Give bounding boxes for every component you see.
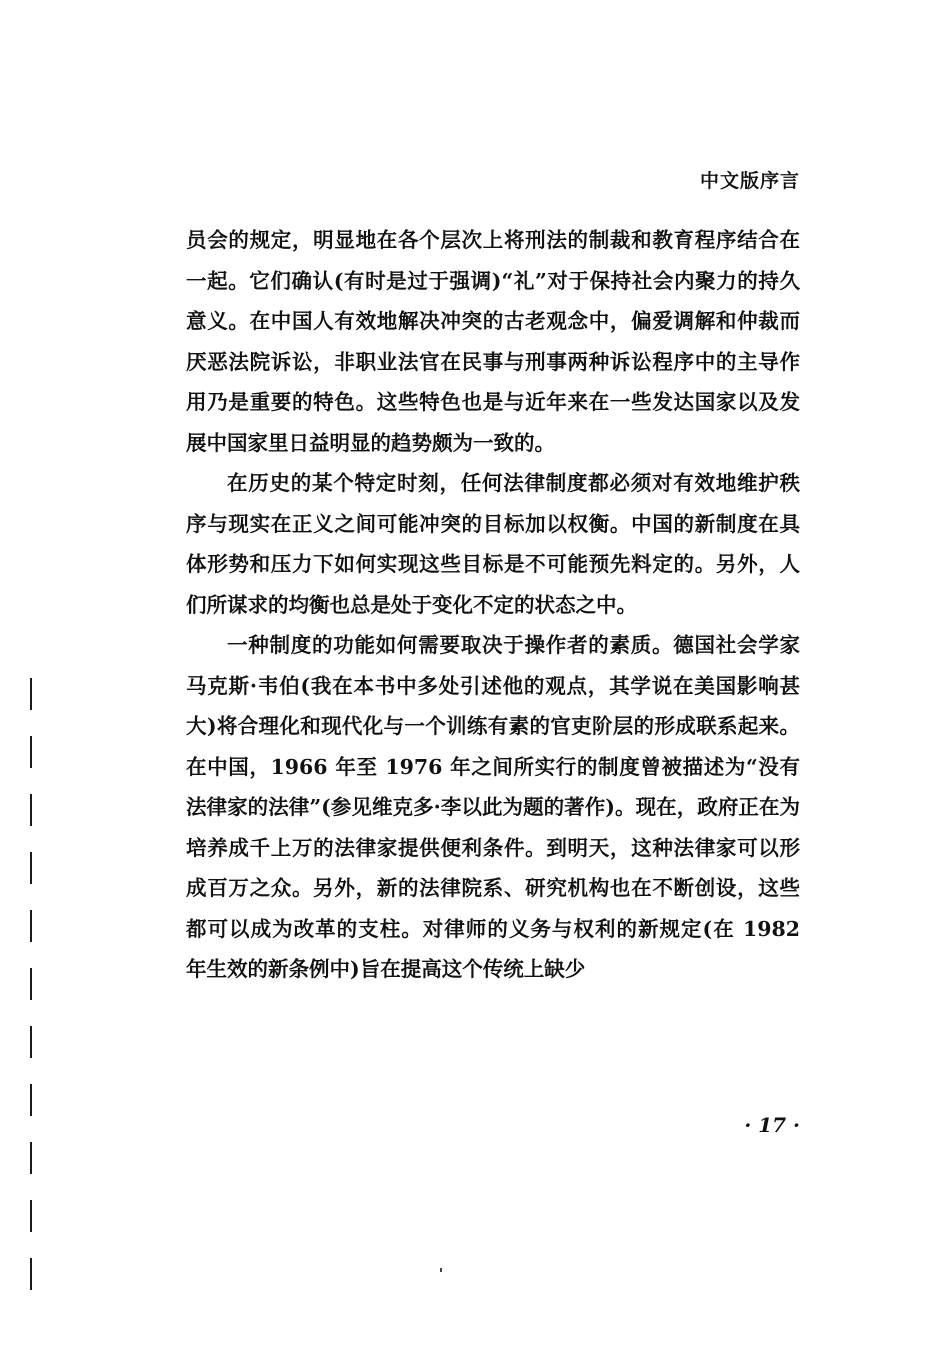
binding-mark — [30, 1084, 32, 1116]
binding-mark — [30, 794, 32, 826]
binding-mark — [30, 852, 32, 884]
binding-mark — [30, 968, 32, 1000]
paragraph-2: 在历史的某个特定时刻，任何法律制度都必须对有效地维护秩序与现实在正义之间可能冲突的目标加以权衡。中国的新制度在具体形势和压力下如何实现这些目标是不可能预先料定的。另外，人们所谋求的均衡也总是处于变化不定的状态之中。 — [186, 471, 800, 617]
binding-mark — [30, 678, 32, 710]
paragraph-1: 员会的规定，明显地在各个层次上将刑法的制裁和教育程序结合在一起。它们确认(有时是过于强调)“礼”对于保持社会内聚力的持久意义。在中国人有效地解决冲突的古老观念中，偏爱调解和仲裁而厌恶法院诉讼，非职业法官在民事与刑事两种诉讼程序中的主导作用乃是重要的特色。这些特色也是与近年来在一些发达国家以及发展中国家里日益明显的趋势颇为一致的。 — [186, 228, 800, 455]
body-text — [186, 220, 800, 990]
paragraph-3: 一种制度的功能如何需要取决于操作者的素质。德国社会学家马克斯·韦伯(我在本书中多处引述他的观点，其学说在美国影响甚大)将合理化和现代化与一个训练有素的官吏阶层的形成联系起来。在中国，1966 年至 1976 年之间所实行的制度曾被描述为“没有法律家的法律”(参见维克多·李以此为题的著作)。现在，政府正在为培养成千上万的法律家提供便利条件。到明天，这种法律家可以形成百万之众。另外，新的法律院系、研究机构也在不断创设，这些都可以成为改革的支柱。对律师的义务与权利的新规定(在 1982 年生效的新条例中)旨在提高这个传统上缺少 — [186, 633, 800, 981]
page-number: · 17 · — [744, 1113, 800, 1137]
binding-mark — [30, 1258, 32, 1290]
scan-speck — [440, 1268, 442, 1272]
binding-mark — [30, 736, 32, 768]
binding-mark — [30, 1142, 32, 1174]
binding-mark — [30, 910, 32, 942]
binding-mark — [30, 1200, 32, 1232]
binding-mark — [30, 1026, 32, 1058]
running-header-title: 中文版序言 — [699, 170, 800, 192]
